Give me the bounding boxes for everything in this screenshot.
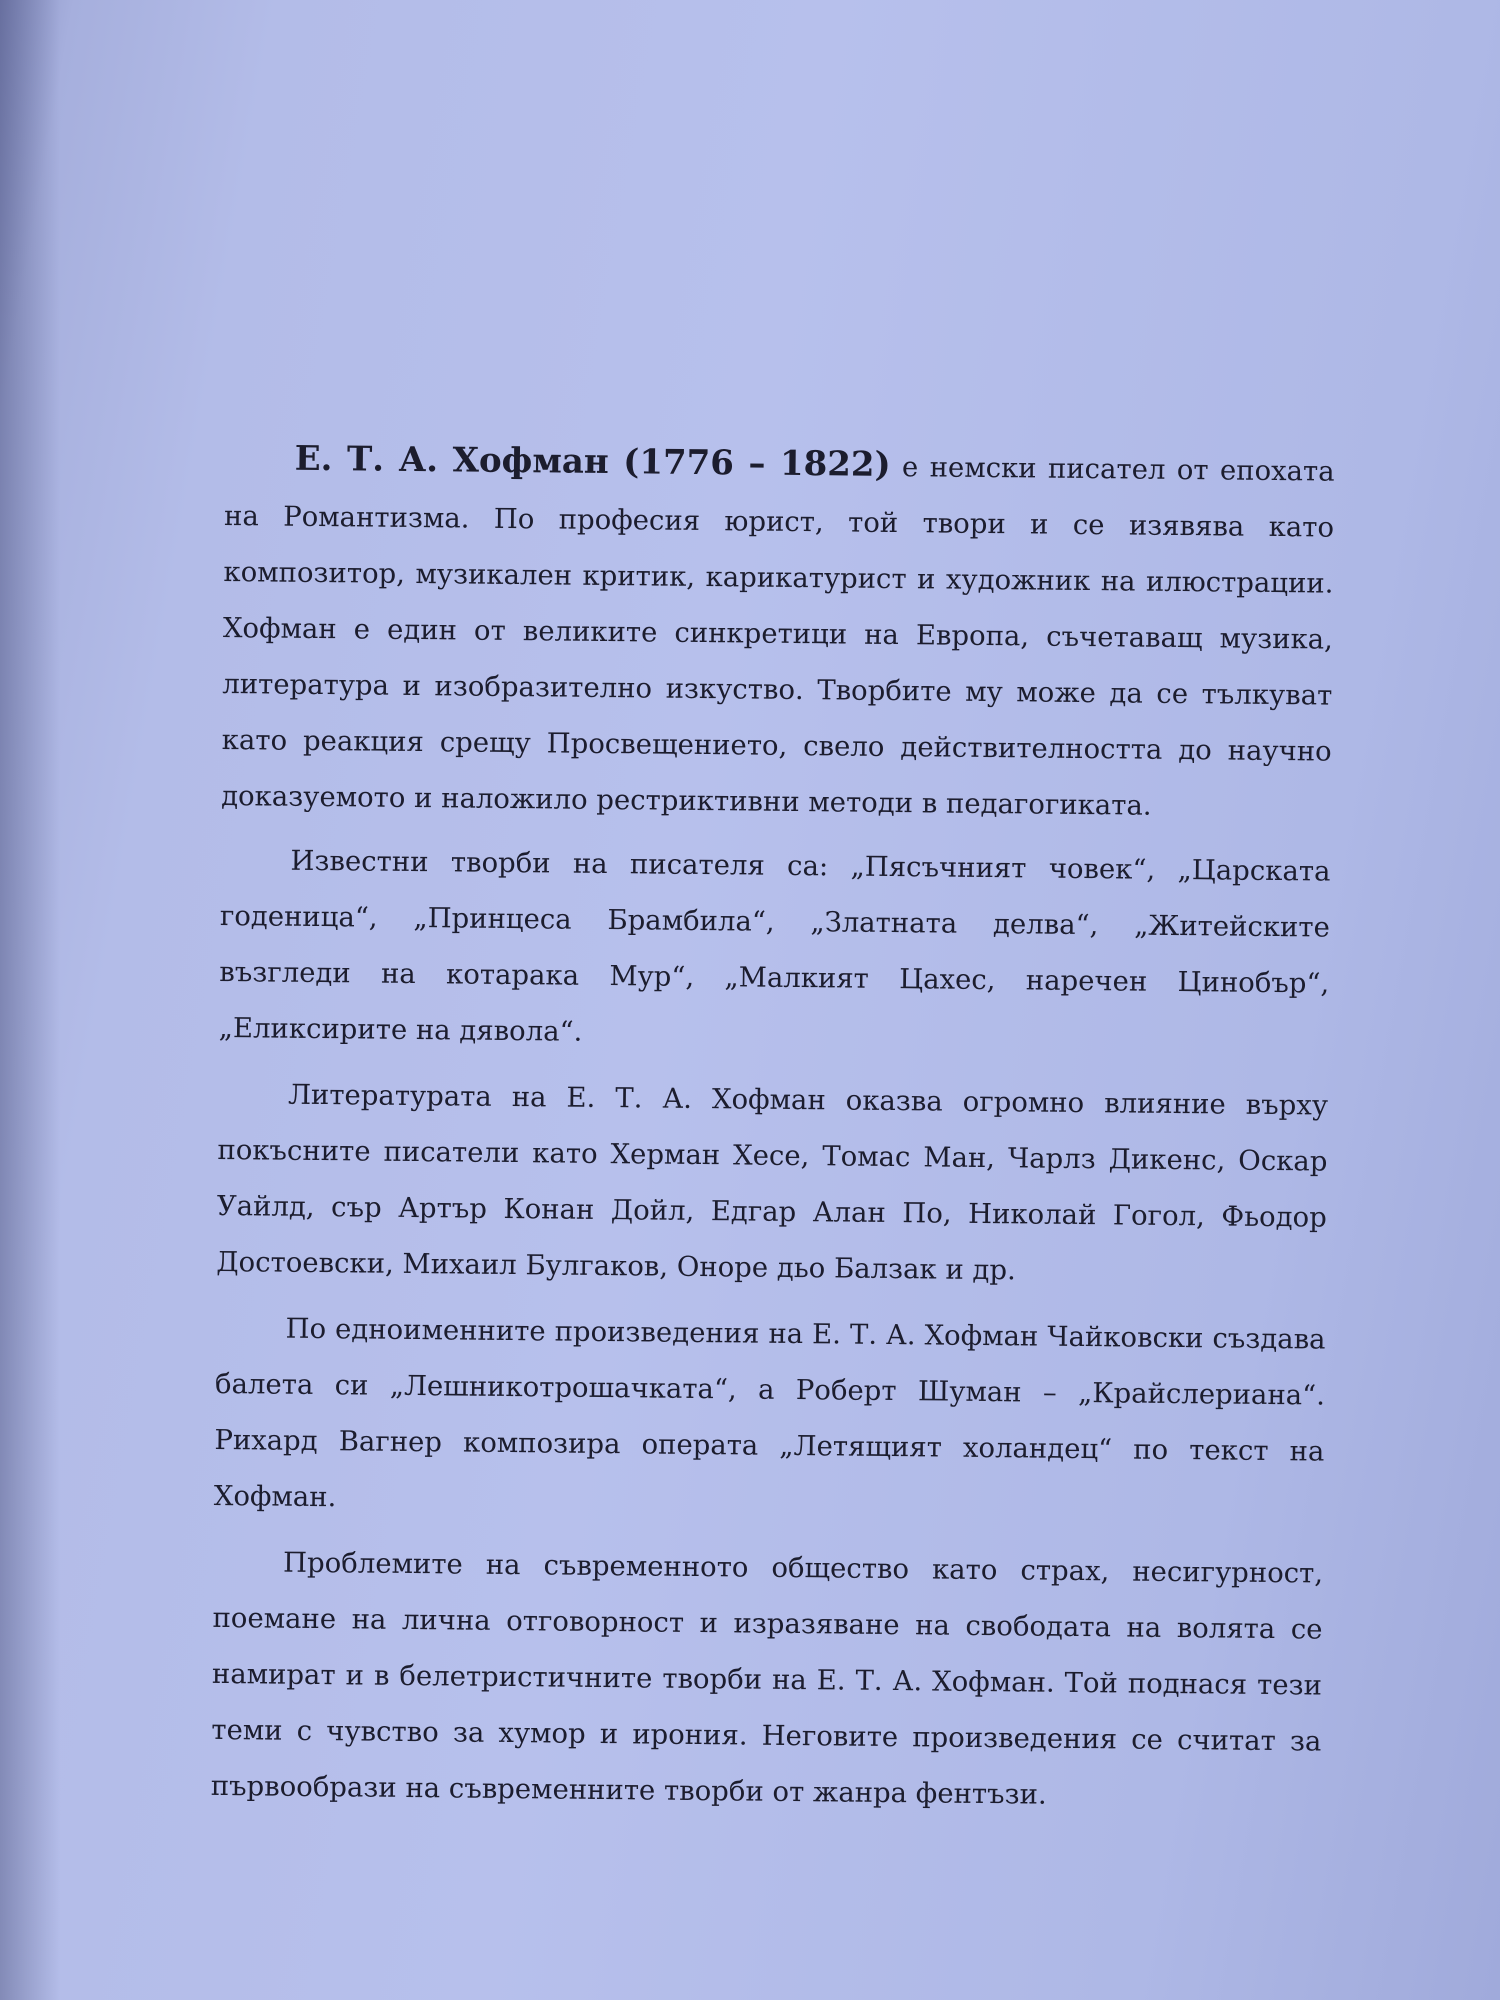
author-name-dates: Е. Т. А. Хофман (1776 – 1822) bbox=[294, 438, 891, 485]
influence-paragraph: Литературата на Е. Т. А. Хофман оказва огромно влияние върху покъсните писатели като Херман Хесе, Томас Ман, Чарлз Дикенс, Оскар Уайлд, сър Артър Конан Дойл, Едгар Алан По, Николай Гогол, Фьодор Достоевски, Михаил Булгаков, Оноре дьо Балзак и др. bbox=[216, 1078, 1329, 1287]
works-paragraph: Известни творби на писателя са: „Пясъчният човек“, „Царската годеница“, „Принцеса Брамбила“, „Златната делва“, „Житейските възгледи на котарака Мур“, „Малкият Цахес, наречен Цинобър“, „Еликсирите на дявола“. bbox=[218, 844, 1331, 1048]
body-text bbox=[210, 430, 1335, 1836]
music-paragraph: По едноименните произведения на Е. Т. А. Хофман Чайковски създава балета си „Лешникотрошачката“, а Роберт Шуман – „Крайслериана“. Рихард Вагнер композира операта „Летящият холандец“ по текст на Хофман. bbox=[213, 1312, 1326, 1514]
page-gutter-shadow bbox=[0, 0, 60, 2000]
intro-paragraph bbox=[221, 430, 1335, 836]
themes-paragraph: Проблемите на съвременното общество като страх, несигурност, поемане на лична отговорност и изразяване на свободата на волята се намират и в белетристичните творби на Е. Т. А. Хофман. Той поднася тези теми с чувство за хумор и ирония. Неговите произведения се считат за първообрази на съвременните творби от жанра фентъзи. bbox=[210, 1546, 1324, 1811]
intro-text: е немски писател от епохата на Романтизма. По професия юрист, той твори и се изявява като композитор, музикален критик, карикатурист и художник на илюстрации. Хофман е един от великите синкретици на Европа, съчетаващ музика, литература и изобразително изкуство. Творбите му може да се тълкуват като реакция срещу Просвещението, свело действителността до научно доказуемото и наложило рестриктивни методи в педагогиката. bbox=[220, 450, 1335, 822]
